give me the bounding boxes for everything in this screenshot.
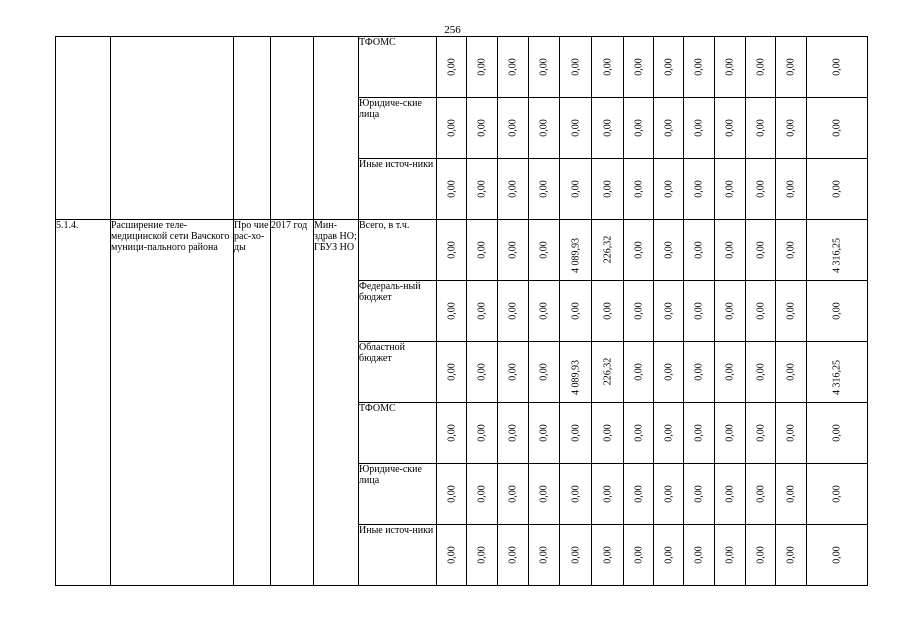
value-text: 4 089,93 <box>570 360 581 395</box>
value-cell <box>776 98 807 159</box>
value-text: 0,00 <box>538 424 550 442</box>
value-text: 0,00 <box>538 119 550 137</box>
value-cell <box>624 98 654 159</box>
funding-source-cell: Всего, в т.ч. <box>359 220 437 281</box>
value-text: 0,00 <box>663 119 674 137</box>
value-text: 0,00 <box>570 58 581 76</box>
value-cell <box>529 159 560 220</box>
value-text: 0,00 <box>602 180 613 198</box>
value-text: 0,00 <box>785 241 797 259</box>
value-text: 0,00 <box>446 119 457 137</box>
value-text: 0,00 <box>724 424 736 442</box>
value-cell <box>684 281 715 342</box>
value-text: 0,00 <box>755 302 766 320</box>
value-text: 0,00 <box>633 119 644 137</box>
expense-type-cell <box>234 37 271 220</box>
value-text: 0,00 <box>570 302 581 320</box>
value-cell <box>746 403 776 464</box>
value-text: 0,00 <box>785 485 797 503</box>
value-text: 0,00 <box>831 424 843 442</box>
value-cell <box>776 220 807 281</box>
value-text: 0,00 <box>755 119 766 137</box>
value-text: 0,00 <box>693 180 705 198</box>
value-cell <box>592 464 624 525</box>
value-text: 0,00 <box>602 302 613 320</box>
funding-source-cell: Иные источ-ники <box>359 525 437 586</box>
value-cell <box>529 220 560 281</box>
year-cell <box>271 37 314 220</box>
value-cell <box>715 281 746 342</box>
value-cell <box>560 281 592 342</box>
value-cell <box>654 403 684 464</box>
value-text: 0,00 <box>507 546 519 564</box>
value-cell <box>437 342 467 403</box>
value-text: 0,00 <box>446 58 457 76</box>
value-text: 0,00 <box>663 58 674 76</box>
year-cell: 2017 год <box>271 220 314 586</box>
value-cell <box>746 37 776 98</box>
value-text: 226,32 <box>602 357 613 386</box>
value-text: 4 316,25 <box>831 360 843 395</box>
value-cell <box>624 281 654 342</box>
value-cell <box>529 281 560 342</box>
value-text: 0,00 <box>633 302 644 320</box>
value-text: 0,00 <box>507 58 519 76</box>
value-cell <box>776 281 807 342</box>
value-text: 0,00 <box>633 424 644 442</box>
value-text: 0,00 <box>663 546 674 564</box>
value-text: 0,00 <box>538 363 550 381</box>
value-cell <box>467 342 498 403</box>
value-text: 0,00 <box>755 424 766 442</box>
value-text: 0,00 <box>602 424 613 442</box>
value-cell <box>746 159 776 220</box>
value-text: 0,00 <box>633 546 644 564</box>
value-text: 0,00 <box>831 58 843 76</box>
value-text: 0,00 <box>663 241 674 259</box>
value-text: 0,00 <box>570 180 581 198</box>
value-text: 0,00 <box>693 302 705 320</box>
value-text: 0,00 <box>693 363 705 381</box>
value-text: 0,00 <box>446 485 457 503</box>
value-text: 0,00 <box>724 546 736 564</box>
value-text: 0,00 <box>446 424 457 442</box>
table-row <box>56 37 868 98</box>
value-text: 0,00 <box>538 58 550 76</box>
value-text: 0,00 <box>507 302 519 320</box>
value-text: 0,00 <box>538 241 550 259</box>
value-cell <box>684 159 715 220</box>
value-cell <box>715 464 746 525</box>
value-text: 4 089,93 <box>570 238 581 273</box>
value-text: 0,00 <box>755 546 766 564</box>
value-cell <box>746 464 776 525</box>
value-text: 0,00 <box>693 485 705 503</box>
value-text: 0,00 <box>785 58 797 76</box>
value-text: 0,00 <box>507 424 519 442</box>
value-text: 0,00 <box>831 546 843 564</box>
value-cell <box>529 37 560 98</box>
expense-type-cell: Про чие рас-хо-ды <box>234 220 271 586</box>
value-cell <box>467 220 498 281</box>
funding-source-cell: ТФОМС <box>359 37 437 98</box>
value-cell <box>467 525 498 586</box>
value-cell <box>684 37 715 98</box>
value-text: 0,00 <box>476 58 488 76</box>
value-cell <box>529 403 560 464</box>
value-cell <box>624 159 654 220</box>
value-cell <box>560 464 592 525</box>
value-cell <box>437 525 467 586</box>
page-number: 256 <box>444 24 461 36</box>
value-cell <box>437 403 467 464</box>
value-cell <box>467 159 498 220</box>
name-cell: Расширение теле-медицинской сети Вачского муници-пального района <box>111 220 234 586</box>
value-cell <box>498 159 529 220</box>
value-text: 0,00 <box>831 180 843 198</box>
value-text: 0,00 <box>663 485 674 503</box>
value-cell <box>467 464 498 525</box>
value-cell <box>560 220 592 281</box>
value-cell <box>807 220 868 281</box>
value-cell <box>807 98 868 159</box>
code-cell <box>56 37 111 220</box>
value-text: 0,00 <box>570 546 581 564</box>
value-cell <box>560 37 592 98</box>
value-cell <box>654 159 684 220</box>
value-cell <box>684 98 715 159</box>
value-cell <box>624 464 654 525</box>
value-cell <box>624 220 654 281</box>
value-text: 0,00 <box>476 546 488 564</box>
value-text: 0,00 <box>602 546 613 564</box>
value-text: 0,00 <box>724 363 736 381</box>
value-text: 0,00 <box>693 58 705 76</box>
value-text: 226,32 <box>602 235 613 264</box>
budget-table <box>55 36 868 586</box>
value-text: 0,00 <box>693 119 705 137</box>
value-text: 0,00 <box>785 363 797 381</box>
value-text: 0,00 <box>663 180 674 198</box>
value-cell <box>592 220 624 281</box>
value-text: 0,00 <box>693 424 705 442</box>
value-text: 0,00 <box>476 119 488 137</box>
value-text: 0,00 <box>570 485 581 503</box>
value-cell <box>746 281 776 342</box>
value-cell <box>560 98 592 159</box>
value-cell <box>746 220 776 281</box>
executor-cell <box>314 37 359 220</box>
value-cell <box>776 342 807 403</box>
value-text: 0,00 <box>633 180 644 198</box>
value-text: 0,00 <box>785 119 797 137</box>
value-text: 0,00 <box>633 363 644 381</box>
value-cell <box>560 403 592 464</box>
value-text: 0,00 <box>663 302 674 320</box>
value-cell <box>592 525 624 586</box>
value-text: 0,00 <box>831 302 843 320</box>
value-text: 0,00 <box>538 546 550 564</box>
value-cell <box>498 220 529 281</box>
value-cell <box>437 281 467 342</box>
value-text: 0,00 <box>755 180 766 198</box>
value-text: 0,00 <box>663 363 674 381</box>
value-cell <box>807 525 868 586</box>
value-cell <box>529 98 560 159</box>
value-text: 0,00 <box>633 58 644 76</box>
value-cell <box>654 342 684 403</box>
value-cell <box>807 281 868 342</box>
value-cell <box>807 403 868 464</box>
value-cell <box>498 281 529 342</box>
value-cell <box>715 342 746 403</box>
value-text: 0,00 <box>507 119 519 137</box>
value-cell <box>715 525 746 586</box>
value-cell <box>560 525 592 586</box>
value-text: 0,00 <box>633 241 644 259</box>
value-cell <box>654 98 684 159</box>
value-cell <box>437 159 467 220</box>
value-cell <box>654 464 684 525</box>
value-cell <box>560 159 592 220</box>
value-text: 0,00 <box>755 241 766 259</box>
value-text: 0,00 <box>538 485 550 503</box>
funding-source-cell: Федераль-ный бюджет <box>359 281 437 342</box>
value-cell <box>715 220 746 281</box>
value-cell <box>654 525 684 586</box>
value-text: 0,00 <box>785 302 797 320</box>
value-cell <box>592 342 624 403</box>
value-cell <box>529 525 560 586</box>
value-text: 0,00 <box>602 485 613 503</box>
value-cell <box>684 525 715 586</box>
value-text: 0,00 <box>446 546 457 564</box>
value-text: 0,00 <box>570 424 581 442</box>
value-text: 0,00 <box>693 546 705 564</box>
value-cell <box>776 403 807 464</box>
value-text: 0,00 <box>446 241 457 259</box>
value-text: 0,00 <box>446 363 457 381</box>
value-cell <box>592 403 624 464</box>
value-cell <box>624 525 654 586</box>
value-cell <box>560 342 592 403</box>
value-cell <box>746 342 776 403</box>
value-text: 0,00 <box>663 424 674 442</box>
value-text: 0,00 <box>602 119 613 137</box>
value-text: 4 316,25 <box>831 238 843 273</box>
value-cell <box>654 281 684 342</box>
value-text: 0,00 <box>724 241 736 259</box>
executor-cell: Мин-здрав НО; ГБУЗ НО <box>314 220 359 586</box>
value-cell <box>776 37 807 98</box>
value-text: 0,00 <box>476 485 488 503</box>
value-cell <box>529 342 560 403</box>
value-text: 0,00 <box>693 241 705 259</box>
value-cell <box>715 403 746 464</box>
value-text: 0,00 <box>476 241 488 259</box>
value-cell <box>684 403 715 464</box>
value-text: 0,00 <box>570 119 581 137</box>
value-text: 0,00 <box>507 241 519 259</box>
value-cell <box>807 464 868 525</box>
value-cell <box>624 37 654 98</box>
value-cell <box>498 37 529 98</box>
value-cell <box>467 403 498 464</box>
value-text: 0,00 <box>633 485 644 503</box>
funding-source-cell: ТФОМС <box>359 403 437 464</box>
value-cell <box>776 159 807 220</box>
value-cell <box>807 37 868 98</box>
value-cell <box>592 37 624 98</box>
value-text: 0,00 <box>446 302 457 320</box>
value-cell <box>684 342 715 403</box>
value-text: 0,00 <box>538 180 550 198</box>
value-text: 0,00 <box>724 119 736 137</box>
value-text: 0,00 <box>602 58 613 76</box>
value-cell <box>776 464 807 525</box>
value-cell <box>498 342 529 403</box>
value-text: 0,00 <box>724 485 736 503</box>
value-text: 0,00 <box>507 363 519 381</box>
funding-source-cell: Областной бюджет <box>359 342 437 403</box>
value-cell <box>592 281 624 342</box>
funding-source-cell: Юридиче-ские лица <box>359 464 437 525</box>
value-cell <box>498 525 529 586</box>
value-text: 0,00 <box>831 119 843 137</box>
value-text: 0,00 <box>476 363 488 381</box>
value-cell <box>684 220 715 281</box>
value-cell <box>624 403 654 464</box>
value-text: 0,00 <box>538 302 550 320</box>
funding-source-cell: Юридиче-ские лица <box>359 98 437 159</box>
value-cell <box>592 159 624 220</box>
value-cell <box>715 98 746 159</box>
value-cell <box>437 220 467 281</box>
value-text: 0,00 <box>507 485 519 503</box>
value-text: 0,00 <box>507 180 519 198</box>
value-cell <box>529 464 560 525</box>
value-text: 0,00 <box>446 180 457 198</box>
value-cell <box>746 98 776 159</box>
value-text: 0,00 <box>831 485 843 503</box>
code-cell: 5.1.4. <box>56 220 111 586</box>
value-text: 0,00 <box>755 485 766 503</box>
value-text: 0,00 <box>476 424 488 442</box>
value-cell <box>684 464 715 525</box>
value-text: 0,00 <box>755 58 766 76</box>
funding-source-cell: Иные источ-ники <box>359 159 437 220</box>
value-text: 0,00 <box>724 180 736 198</box>
table-row <box>56 220 868 281</box>
value-text: 0,00 <box>476 302 488 320</box>
value-text: 0,00 <box>724 58 736 76</box>
value-cell <box>807 342 868 403</box>
value-cell <box>437 98 467 159</box>
value-cell <box>498 464 529 525</box>
value-cell <box>498 98 529 159</box>
value-text: 0,00 <box>785 180 797 198</box>
value-text: 0,00 <box>724 302 736 320</box>
value-cell <box>592 98 624 159</box>
value-cell <box>776 525 807 586</box>
value-text: 0,00 <box>785 424 797 442</box>
value-cell <box>807 159 868 220</box>
value-text: 0,00 <box>755 363 766 381</box>
value-cell <box>654 37 684 98</box>
value-cell <box>654 220 684 281</box>
value-cell <box>437 37 467 98</box>
value-cell <box>498 403 529 464</box>
value-text: 0,00 <box>785 546 797 564</box>
value-cell <box>467 37 498 98</box>
name-cell <box>111 37 234 220</box>
value-cell <box>746 525 776 586</box>
value-cell <box>467 281 498 342</box>
value-text: 0,00 <box>476 180 488 198</box>
value-cell <box>437 464 467 525</box>
value-cell <box>624 342 654 403</box>
value-cell <box>715 159 746 220</box>
value-cell <box>715 37 746 98</box>
value-cell <box>467 98 498 159</box>
